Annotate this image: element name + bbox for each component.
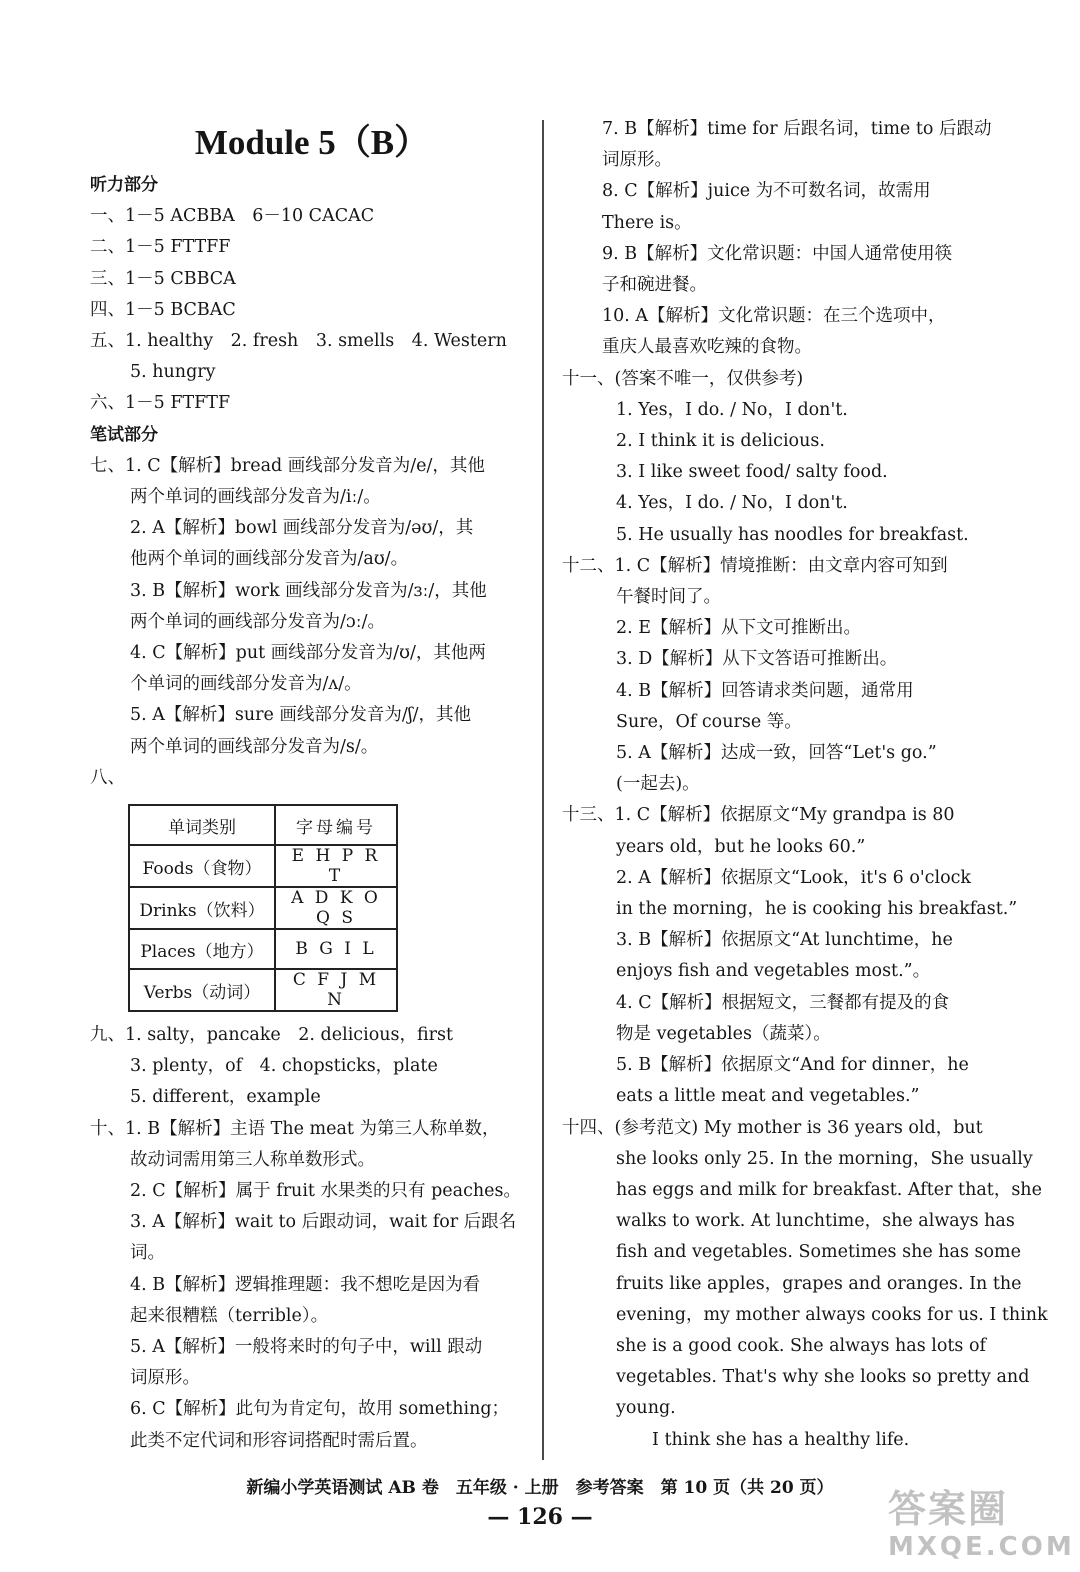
answer-line: 4. B【解析】逻辑推理题：我不想吃是因为看 xyxy=(130,1274,481,1295)
watermark-logo xyxy=(888,1486,1075,1568)
page-footer: 新编小学英语测试 AB 卷 五年级 · 上册 参考答案 第 10 页（共 20 页） xyxy=(246,1478,834,1498)
answer-line: evening，my mother always cooks for us. I think xyxy=(616,1304,1048,1325)
answer-line: 十二、1. C【解析】情境推断：由文章内容可知到 xyxy=(562,555,948,576)
answer-line: 他两个单词的画线部分发音为/aʊ/。 xyxy=(130,549,409,570)
table-cell: Places（地方） xyxy=(129,929,275,969)
answer-line: 四、1－5 BCBAC xyxy=(90,299,236,320)
answer-line: 十四、(参考范文) My mother is 36 years old，but xyxy=(562,1117,983,1138)
column-divider xyxy=(542,120,544,1460)
answer-line: 2. A【解析】依据原文“Look，it's 6 o'clock xyxy=(616,867,972,888)
table-row xyxy=(129,929,397,969)
table-cell: Drinks（饮料） xyxy=(129,887,275,929)
answer-line: fruits like apples，grapes and oranges. In the xyxy=(616,1273,1022,1294)
table-row xyxy=(129,845,397,887)
answer-line: 9. B【解析】文化常识题：中国人通常使用筷 xyxy=(602,243,953,264)
answer-line: 5. He usually has noodles for breakfast. xyxy=(616,524,969,545)
answer-line: 五、1. healthy 2. fresh 3. smells 4. Western xyxy=(90,331,507,352)
table-header: 单词类别 xyxy=(129,805,275,845)
left-column-lower xyxy=(90,1020,522,1457)
answer-line: 三、1－5 CBBCA xyxy=(90,268,236,289)
table-cell: E H P R T xyxy=(275,845,397,887)
answer-line: 故动词需用第三人称单数形式。 xyxy=(130,1149,375,1170)
answer-line: 5. A【解析】一般将来时的句子中，will 跟动 xyxy=(130,1337,483,1358)
left-column xyxy=(90,170,522,794)
answer-line: 词原形。 xyxy=(130,1368,200,1389)
answer-line: 3. A【解析】wait to 后跟动词，wait for 后跟名 xyxy=(130,1212,517,1233)
answer-line: I think she has a healthy life. xyxy=(652,1429,910,1450)
answer-line: 子和碗进餐。 xyxy=(602,275,707,296)
answer-line: 词原形。 xyxy=(602,150,672,171)
answer-line: 4. B【解析】回答请求类问题，通常用 xyxy=(616,680,914,701)
answer-line: Sure，Of course 等。 xyxy=(616,711,802,732)
table-cell: B G I L xyxy=(275,929,397,969)
table-cell: Foods（食物） xyxy=(129,845,275,887)
table-cell: Verbs（动词） xyxy=(129,969,275,1011)
q8-label: 八、 xyxy=(90,767,125,788)
answer-line: 3. I like sweet food/ salty food. xyxy=(616,462,888,483)
table-cell: C F J M N xyxy=(275,969,397,1011)
answer-line: There is。 xyxy=(602,212,692,233)
answer-line: 十一、(答案不唯一，仅供参考) xyxy=(562,368,804,389)
written-header: 笔试部分 xyxy=(90,424,158,445)
answer-line: young. xyxy=(616,1398,676,1419)
watermark-text-bottom: MXQE.COM xyxy=(888,1532,1075,1562)
page-number: — 126 — xyxy=(487,1504,593,1530)
table-row xyxy=(129,969,397,1011)
answer-line: 起来很糟糕（terrible）。 xyxy=(130,1305,329,1326)
answer-line: 10. A【解析】文化常识题：在三个选项中， xyxy=(602,306,946,327)
answer-line: 六、1－5 FTFTF xyxy=(90,393,231,414)
answer-line: 3. D【解析】从下文答语可推断出。 xyxy=(616,649,898,670)
watermark-text-top: 答案圈 xyxy=(888,1487,1009,1531)
table-cell: A D K O Q S xyxy=(275,887,397,929)
answer-line: (一起去)。 xyxy=(616,774,700,795)
answer-line: 1. Yes，I do. / No，I don't. xyxy=(616,399,848,420)
answer-line: 重庆人最喜欢吃辣的食物。 xyxy=(602,337,812,358)
answer-line: 5. A【解析】sure 画线部分发音为/ʃ/，其他 xyxy=(130,705,471,726)
answer-line: has eggs and milk for breakfast. After that，she xyxy=(616,1179,1042,1200)
answer-line: 一、1－5 ACBBA 6－10 CACAC xyxy=(90,206,375,227)
answer-line: 2. A【解析】bowl 画线部分发音为/əʊ/，其 xyxy=(130,518,474,539)
answer-line: 5. different，example xyxy=(130,1087,321,1108)
answer-line: 2. I think it is delicious. xyxy=(616,431,825,452)
answer-line: 3. B【解析】依据原文“At lunchtime，he xyxy=(616,930,953,951)
answer-line: fish and vegetables. Sometimes she has some xyxy=(616,1242,1021,1263)
answer-line: enjoys fish and vegetables most.”。 xyxy=(616,961,931,982)
answer-line: 此类不定代词和形容词搭配时需后置。 xyxy=(130,1430,428,1451)
answer-line: 两个单词的画线部分发音为/s/。 xyxy=(130,736,379,757)
answer-line: 十、1. B【解析】主语 The meat 为第三人称单数， xyxy=(90,1118,500,1139)
answer-line: she is a good cook. She always has lots of xyxy=(616,1335,986,1356)
answer-line: vegetables. That's why she looks so pretty and xyxy=(616,1367,1030,1388)
answer-line: 3. plenty，of 4. chopsticks，plate xyxy=(130,1056,438,1077)
answer-line: 3. B【解析】work 画线部分发音为/ɜː/，其他 xyxy=(130,580,487,601)
right-column xyxy=(562,114,1048,1456)
answer-line: 两个单词的画线部分发音为/ɔː/。 xyxy=(130,611,385,632)
answer-line: 九、1. salty，pancake 2. delicious，first xyxy=(90,1025,454,1045)
answer-line: 4. Yes，I do. / No，I don't. xyxy=(616,493,848,514)
answer-line: 5. A【解析】达成一致，回答“Let's go.” xyxy=(616,743,937,764)
answer-line: walks to work. At lunchtime，she always has xyxy=(616,1211,1015,1232)
answer-line: 午餐时间了。 xyxy=(616,587,721,608)
answer-line: 7. B【解析】time for 后跟名词，time to 后跟动 xyxy=(602,119,992,139)
answer-line: 5. B【解析】依据原文“And for dinner，he xyxy=(616,1055,969,1076)
answer-line: 十三、1. C【解析】依据原文“My grandpa is 80 xyxy=(562,805,955,826)
table-header-row xyxy=(129,805,397,845)
table-row xyxy=(129,887,397,929)
answer-line: 七、1. C【解析】bread 画线部分发音为/e/，其他 xyxy=(90,455,485,476)
answer-line: 词。 xyxy=(130,1243,165,1264)
answer-line: 2. E【解析】从下文可推断出。 xyxy=(616,618,862,639)
answer-line: 物是 vegetables（蔬菜）。 xyxy=(616,1023,831,1044)
answer-line: 2. C【解析】属于 fruit 水果类的只有 peaches。 xyxy=(130,1181,521,1202)
answer-line: 两个单词的画线部分发音为/iː/。 xyxy=(130,487,381,508)
answer-line: 5. hungry xyxy=(130,362,216,383)
answer-line: eats a little meat and vegetables.” xyxy=(616,1086,920,1107)
answer-line: she looks only 25. In the morning，She usually xyxy=(616,1148,1033,1169)
answer-line: 个单词的画线部分发音为/ʌ/。 xyxy=(130,674,362,695)
word-category-table xyxy=(128,804,398,1012)
listening-header: 听力部分 xyxy=(90,175,158,195)
answer-line: 6. C【解析】此句为肯定句，故用 something； xyxy=(130,1399,510,1420)
answer-line: in the morning，he is cooking his breakfast.” xyxy=(616,899,1018,920)
answer-line: 4. C【解析】put 画线部分发音为/ʊ/，其他两 xyxy=(130,643,486,664)
answer-line: 8. C【解析】juice 为不可数名词，故需用 xyxy=(602,181,931,202)
table-header: 字母编号 xyxy=(275,805,397,845)
page-title: Module 5（B） xyxy=(194,123,430,162)
answer-line: 4. C【解析】根据短文，三餐都有提及的食 xyxy=(616,992,950,1013)
answer-line: years old，but he looks 60.” xyxy=(616,836,866,857)
answer-line: 二、1－5 FTTFF xyxy=(90,237,231,258)
